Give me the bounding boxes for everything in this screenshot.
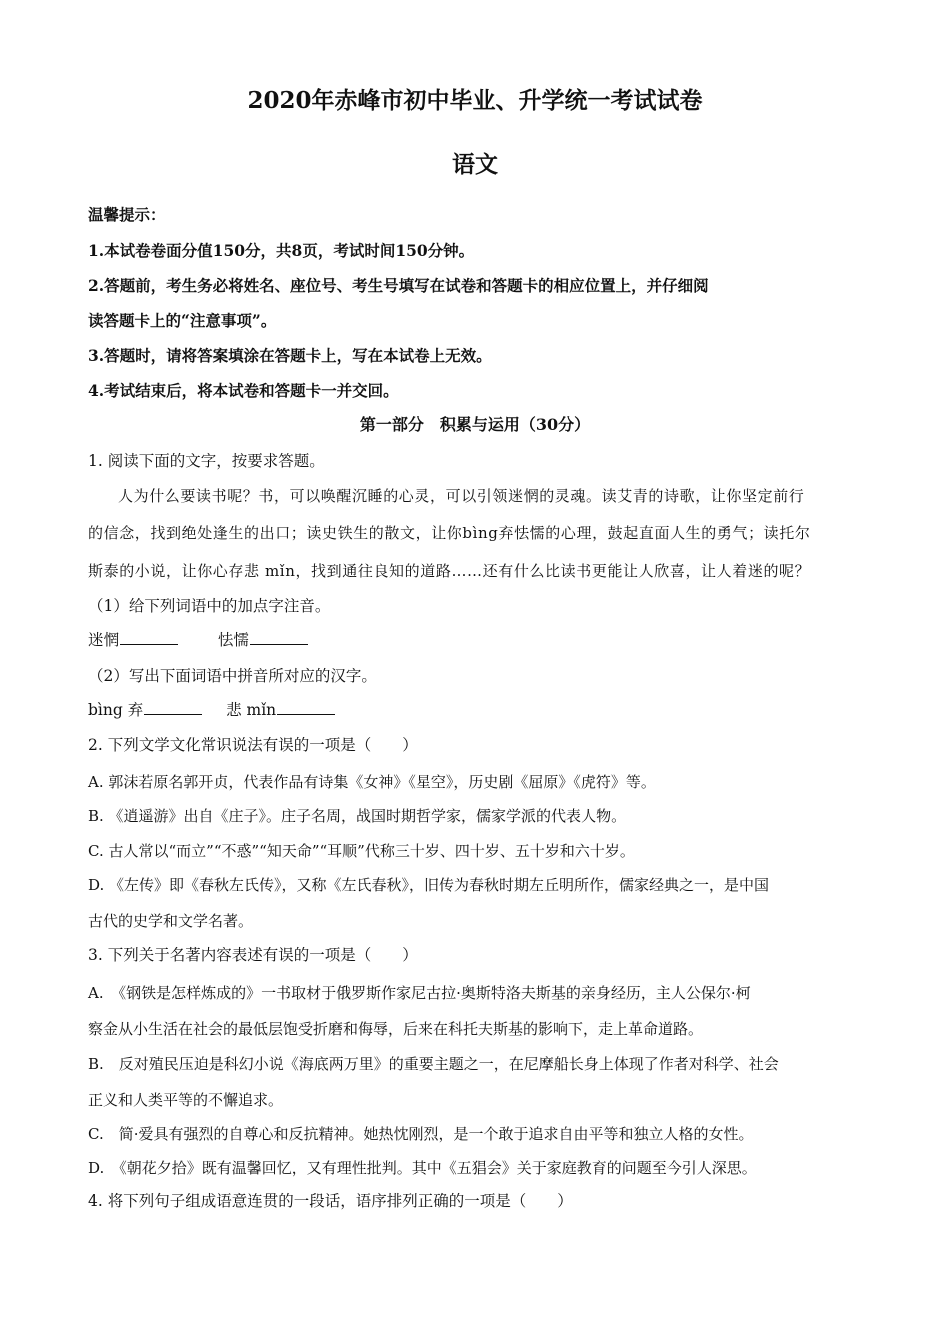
option-b: B. 《逍遥游》出自《庄子》。庄子名周，战国时期哲学家，儒家学派的代表人物。 xyxy=(88,807,627,825)
answer-row-1 xyxy=(88,628,308,651)
notice-item: 4.考试结束后，将本试卷和答题卡一并交回。 xyxy=(88,381,399,400)
question-1-sub1: （1）给下列词语中的加点字注音。 xyxy=(88,597,331,615)
option-b-cont: 正义和人类平等的不懈追求。 xyxy=(88,1091,284,1109)
answer-blank xyxy=(144,698,202,715)
word-label: 怯懦 xyxy=(217,631,249,649)
option-d: D. 《朝花夕拾》既有温馨回忆，又有理性批判。其中《五猖会》关于家庭教育的问题至今引人深思。 xyxy=(88,1159,757,1177)
question-1-stem: 1. 阅读下面的文字，按要求答题。 xyxy=(88,452,325,470)
notice-heading: 温馨提示： xyxy=(88,205,166,224)
question-2-stem: 2. 下列文学文化常识说法有误的一项是（ ） xyxy=(88,736,418,754)
question-4-stem: 4. 将下列句子组成语意连贯的一段话，语序排列正确的一项是（ ） xyxy=(88,1192,573,1210)
word-label: 迷惘 xyxy=(88,631,120,649)
exam-title: 2020年赤峰市初中毕业、升学统一考试试卷 xyxy=(247,87,703,114)
section-heading: 第一部分 积累与运用（30分） xyxy=(359,415,591,434)
option-b: B. 反对殖民压迫是科幻小说《海底两万里》的重要主题之一，在尼摩船长身上体现了作者对科学、社会 xyxy=(88,1055,779,1073)
subject-title: 语文 xyxy=(452,151,498,178)
answer-row-2 xyxy=(88,698,335,721)
option-d: D. 《左传》即《春秋左氏传》，又称《左氏春秋》，旧传为春秋时期左丘明所作，儒家经典之一，是中国 xyxy=(88,876,770,894)
answer-blank xyxy=(250,628,308,645)
notice-item: 读答题卡上的“注意事项”。 xyxy=(88,311,277,330)
notice-item: 3.答题时，请将答案填涂在答题卡上，写在本试卷上无效。 xyxy=(88,346,492,365)
word-label: bìng 弃 xyxy=(88,701,144,719)
word-label: 悲 mǐn xyxy=(226,701,277,719)
option-d-cont: 古代的史学和文学名著。 xyxy=(88,912,254,930)
question-1-sub2: （2）写出下面词语中拼音所对应的汉字。 xyxy=(88,667,377,685)
question-3-stem: 3. 下列关于名著内容表述有误的一项是（ ） xyxy=(88,946,418,964)
answer-blank xyxy=(277,698,335,715)
option-c: C. 简·爱具有强烈的自尊心和反抗精神。她热忱刚烈，是一个敢于追求自由平等和独立人格的女性。 xyxy=(88,1125,754,1143)
option-a-cont: 察金从小生活在社会的最低层饱受折磨和侮辱，后来在科托夫斯基的影响下，走上革命道路。 xyxy=(88,1020,704,1038)
notice-item: 1.本试卷卷面分值150分，共8页，考试时间150分钟。 xyxy=(88,241,475,260)
answer-blank xyxy=(120,628,178,645)
passage-line: 斯泰的小说，让你心存悲 mǐn，找到通往良知的道路……还有什么比读书更能让人欣喜，让人着迷的呢？ xyxy=(88,562,811,580)
option-a: A. 《钢铁是怎样炼成的》一书取材于俄罗斯作家尼古拉·奥斯特洛夫斯基的亲身经历，主人公保尔·柯 xyxy=(88,984,751,1002)
notice-item: 2.答题前，考生务必将姓名、座位号、考生号填写在试卷和答题卡的相应位置上，并仔细阅 xyxy=(88,276,709,295)
passage-line: 的信念，找到绝处逢生的出口；读史铁生的散文，让你bìng弃怯懦的心理，鼓起直面人生的勇气；读托尔 xyxy=(88,524,811,542)
passage-line: 人为什么要读书呢？书，可以唤醒沉睡的心灵，可以引领迷惘的灵魂。读艾青的诗歌，让你坚定前行 xyxy=(118,487,805,505)
option-c: C. 古人常以“而立”“不惑”“知天命”“耳顺”代称三十岁、四十岁、五十岁和六十岁。 xyxy=(88,842,635,860)
option-a: A. 郭沫若原名郭开贞，代表作品有诗集《女神》《星空》，历史剧《屈原》《虎符》等。 xyxy=(88,773,656,791)
